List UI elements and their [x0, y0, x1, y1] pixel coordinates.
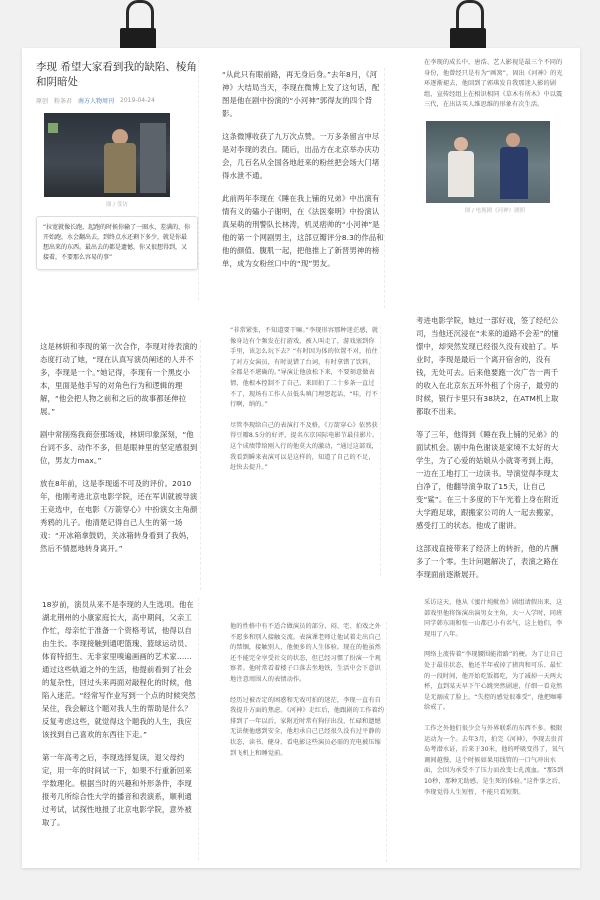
- pull-quote: “拉宽就像长跑，起跑的时候你输了一圈水，差满的，你开始跑，水会翻出去，到终点水还剩下多少，就是你最想出来的东西。最出去的都是遗憾，你又很想得到，又接着，不要那么容易的事”: [36, 216, 198, 270]
- paragraph: 他的性格中有不适合做演员的部分，闷、宅、拍戏之外不愿多和别人接触交流。表演课老师让他试着走出自己的禁锢，接触别人，他便多的人生体验。现在的他虽然还不能完全享受社交的状态，但已经习惯了扮演一个观察者。他时常看着楼子口落去坐地铁，生活中会下意识地注意周围人的表情动作。: [230, 623, 381, 683]
- publish-date: 2019-04-24: [120, 97, 155, 104]
- paragraph: 网络上流传着“李现腰围能指路”的梗。为了让自己处于最佳状态，他还半年戒掉了猪肉和可乐、最忙的一段时间，他开始吃饭都吃，为了减掉一天两大杯，直到某天早下午心跳突然剧速，仔细一看竟然是无溺成了脸上，“失控的感觉很难受”，他把咖啡给戒了。: [424, 651, 563, 712]
- drama-still-photo: [426, 121, 550, 203]
- paragraph: 剧中常削殇我商奈那场戏，林妍印象深刻，“他台词不多、动作不多，但是眼神里的坚定感很到位，男友力max。”: [40, 430, 198, 465]
- source-link[interactable]: 南方人物周刊: [78, 98, 115, 105]
- paragraph: “非常紧张，不知道要干嘛。”李现形容那种迷茫感，就像身边有个频发在打游戏，被人叫走了，游戏塞到你手里，该怎么玩下去？“有时因为体的位置不对，拍住了对方女演员，有时说错了台词，有时拿错了饮料，全都是不堪确的。”导演让他放松下来，不要刻意做表情，他根本控制不了自己，来回拍了二十多条一直过不了，现场有工作人员低头嗔门埋怨起话，“哇，行不行啊，纳的。”: [230, 327, 379, 409]
- header-panel: [36, 60, 199, 300]
- binder-clip-left: [118, 0, 158, 55]
- column-3-bottom: [424, 598, 568, 860]
- paragraph: 这部戏直接带来了经济上的转折，他的片酬多了一个零。生计问题解决了，表演之路在李现面前逐渐展开。: [416, 544, 559, 579]
- paragraph: 第一年高考之后，李现选择复读，退父母约定，用一年的时间试一下，如果不行重新回来学数理化。根据当时的兴趣和外形条件，李现报考几所综合性大学的播音和表演系，顺利通过考试，试探性地报了北京电影学院，意外被取了。: [42, 753, 192, 827]
- column-2-bottom: [230, 622, 387, 862]
- author-label: 原创: [36, 98, 49, 105]
- paragraph: 这条微博收获了九万次点赞。一万多条留言中尽是对李现的表白。随后，出品方在北京举办庆功会，几百名从全国各地赶来的粉丝把会场大门堵得水泄不通。: [222, 132, 380, 180]
- column-3-middle: [416, 314, 564, 579]
- column-2-middle: [230, 326, 381, 576]
- paragraph: 尽管李现给自己的表演打不及格，《万箭穿心》依然获得豆瓣8.5分的好评，提名东京国际电影节最佳影片。这个成绩带给刚入行的他莫大的激动，“通过这部戏，我看到瞬来表演可以是这样的，知道了自己的不足，赶快去提升。”: [230, 421, 379, 472]
- paragraph: 放在8年前，这是李现遥不可及的评价。2010年，他刚考进北京电影学院，还在军训就被导演王竞选中，在电影《万箭穿心》中扮演女主角颜秀鸦的儿子。他清楚记得自己人生的第一场戏：“开冰箱拿鼓奶，关冰箱转身看到了我妈，然后不情愿地转身离开。”: [40, 479, 198, 553]
- paragraph: 18岁前，演员从来不是李现的人生选项。他在湖北荆州的小康家庭长大，高中期间，父亲工作忙，母亲忙于准备一个资格考试，他得以自由生长。李现接触到通吧篮瑰、篮球运动员、体育特招生、无非家里嗅遍画画的艺术家……通过这些轨道之外的生活，他提前看到了社会的复杂性，回过头来再面对敲程化的时候，他陷入迷茫。“经常写作业写到一个点的时候突然呆住，我会解这个题对我人生的帮助是什么？反复考虑这些，就觉得这个题我的人生，我应该找到自己喜欢的东西往下走。”: [42, 600, 196, 739]
- article-meta: [36, 96, 198, 105]
- column-1-middle: [40, 340, 201, 590]
- photo-caption: 图 / 电视剧《河神》剧照: [464, 207, 526, 214]
- photo-caption: 图 / 受访: [106, 202, 128, 208]
- paragraph: 经历过被否定的困惑和无戏可拍的迷茫，李现一直有自我提升方面的焦虑。《河神》走红后，他跟剧的工作着约排到了一年以后，家附近时常有狗仔出没，忙碌和遗憾无法便他感到安全，他坦承自己已经很久没有过平静的状态，读书、健身、看电影这些演员必需的充电被压缩到飞机上和睡觉前。: [230, 696, 385, 757]
- binder-clip-right: [448, 0, 488, 55]
- author-name[interactable]: 粉条君: [54, 98, 73, 105]
- paragraph: “从此只有眼前路，再无身后身。”去年8月，《河神》大结局当天，李现在微博上发了这句话，配图是他在剧中扮演的“小河神”郭得友的四个背影。: [222, 70, 380, 118]
- paragraph: 采访这天，他从《蜜汁炖鱿鱼》剧组请假出来，这部戏里他将饰演出演男女主角，大一入学时，同班同学韩东雨和张一山都已小有名气，这上他们，李现用了八年。: [424, 599, 563, 638]
- paragraph: 此前两年李现在《睡在我上铺的兄弟》中出演有情有义的磕小子谢明，在《法医秦明》中扮演认真呆萌的刑警队长林涛，机灵痞帅的“小河神”是他的第一个网剧男主，这部豆瓣评分8.3的作品和他的颜值、腹肌一起，把他推上了新晋男神的榜单，成为女粉丝口中的“现”男友。: [222, 194, 384, 268]
- portrait-photo: [44, 113, 170, 197]
- column-1-bottom: [42, 598, 199, 860]
- paragraph: 考进电影学院，她过一部好戏，签了经纪公司，当他还沉浸在“未来的道路不会差”的憧憬中，却突然发现已经很久没有戏拍了。毕业时，李现是最后一个离开宿舍的，没有钱，无处可去。后来他要跑一次广告一两千的收入在北京东五环外租了个房子，最穷的时候，银行卡里只有38块2，在ATM机上取都取不出来。: [416, 316, 559, 416]
- column-2-top: [222, 68, 385, 308]
- paragraph: 等了三年，他得到《睡在我上铺的兄弟》的面试机会。剧中角色谢谈是家境不太好的大学生，为了心爱的姑娘从小就寄考到上海，一边在工地打工一边读书。导演觉得李现太白净了，他翻导演争取了15天，让自己变“鲨”。在三十多度的下午光着上身在附近大学跑足球，跟搬家公司的人一起去搬家，感受打工的状态。他成了谢讲。: [416, 430, 559, 530]
- article-title: 李现 希望大家看到我的缺陷、棱角和阴暗处: [36, 61, 197, 88]
- paragraph: 这是林妍和李现的第一次合作，李现对待表演的态度打动了她，“现在认真写演员阐述的人并不多，李现是一个。”她记得，李现有一个黑皮小本，里面是他手写的对角色行为和逻辑的理解，“他会把人物之前和之后的故事都延伸拉展。”: [40, 342, 198, 416]
- paragraph: 工作之外他们很少会与外界联系的东西不多。极限运动为一个。去年3月，拍完《河神》，李现去贵首岛考潜水证，后来于30米，他的呼吸变得了，氧气调间越慢，这个时候如果用线管的一口气冲出水面，会因为承受不了压力而改变七孔流血。“那5到10秒，那种无助感，是生死的体验。”这件事之后，李现觉得人生短暂，不能只看短期。: [424, 724, 565, 796]
- column-3-top: [424, 58, 566, 298]
- paragraph: 在李现的成长中，唐浩、艺人影视是最三个不同的身份，他曾经只是有为“画窝”，固出《河神》的光环逐渐褪去，他回到了郭琪发自我那迷人影的剧组，宣传经组上在相识相同《草木有所木》中以震三代，在出话买人维思维的形象有次生活。: [424, 59, 563, 109]
